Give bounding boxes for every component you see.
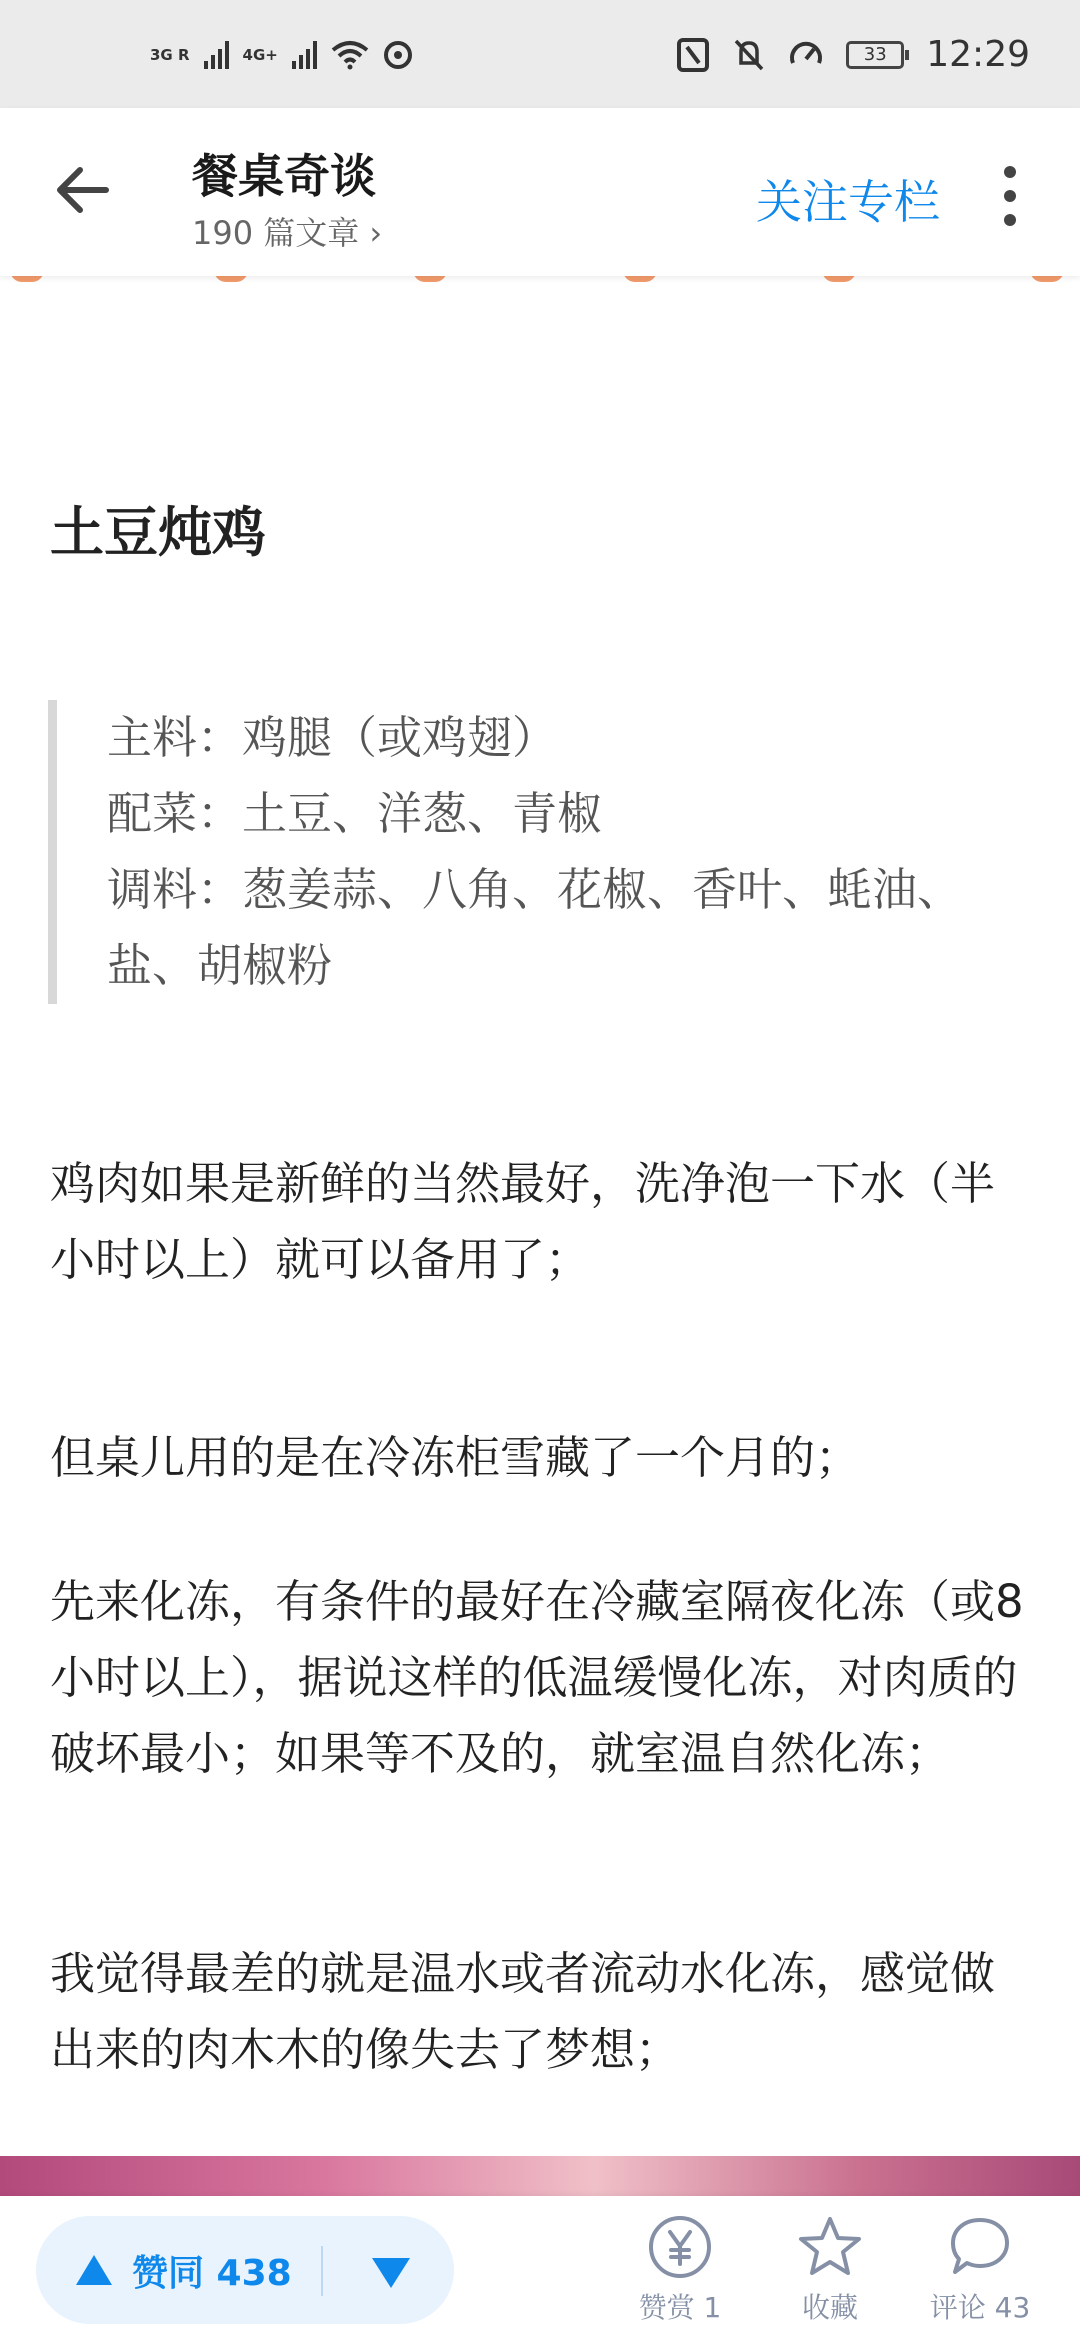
paragraph: 我觉得最差的就是温水或者流动水化冻，感觉做出来的肉木木的像失去了梦想； (50, 1947, 996, 2076)
reward-button[interactable] (620, 2214, 740, 2326)
triangle-up-icon (74, 2253, 114, 2287)
comment-bubble-icon (947, 2214, 1013, 2280)
ingredients-blockquote (48, 700, 1028, 1004)
favorite-label: 收藏 (801, 2291, 858, 2324)
clock: 12:29 (926, 34, 1030, 75)
network-type-2: 4G+ (242, 45, 278, 64)
status-right (676, 34, 1030, 75)
column-header (0, 108, 1080, 276)
mute-icon (732, 37, 766, 73)
comment-label: 评论 43 (929, 2291, 1031, 2324)
yen-coin-icon (647, 2214, 713, 2280)
favorite-button[interactable] (770, 2214, 890, 2326)
ingredient-line: 调料：葱姜蒜、八角、花椒、香叶、蚝油、盐、胡椒粉 (107, 863, 963, 992)
ingredient-line: 配菜：土豆、洋葱、青椒 (107, 787, 603, 840)
column-title[interactable]: 餐桌奇谈 (192, 149, 376, 203)
comment-button[interactable] (920, 2214, 1040, 2326)
vote-divider (321, 2246, 323, 2296)
status-bar (0, 0, 1080, 108)
status-left (150, 40, 413, 70)
article-count-link[interactable]: 190 篇文章 › (192, 214, 383, 252)
paragraph: 但桌儿用的是在冷冻柜雪藏了一个月的； (50, 1431, 861, 1484)
wifi-icon (331, 40, 369, 70)
bottom-action-bar (0, 2196, 1080, 2340)
speed-icon (788, 37, 824, 73)
paragraph: 先来化冻，有条件的最好在冷藏室隔夜化冻（或8小时以上），据说这样的低温缓慢化冻，对肉质的破坏最小；如果等不及的，就室温自然化冻； (50, 1575, 1024, 1780)
follow-column-button[interactable]: 关注专栏 (756, 175, 940, 229)
upvote-label: 赞同 438 (132, 2252, 292, 2294)
paragraph: 鸡肉如果是新鲜的当然最好，洗净泡一下水（半小时以上）就可以备用了； (50, 1157, 996, 1286)
vote-group (36, 2216, 454, 2324)
hotspot-icon (383, 40, 413, 70)
nfc-icon (676, 37, 710, 73)
upvote-button[interactable] (74, 2216, 292, 2324)
back-arrow-icon[interactable] (52, 160, 112, 220)
signal-icon (292, 41, 317, 69)
signal-icon (204, 41, 229, 69)
battery-icon: 33 (846, 41, 904, 69)
more-options-icon[interactable] (995, 166, 1025, 226)
star-icon (797, 2214, 863, 2280)
article-section-title: 土豆炖鸡 (50, 501, 266, 564)
network-type-1: 3G R (150, 45, 190, 64)
reward-label: 赞赏 1 (638, 2291, 722, 2324)
ingredient-line: 主料：鸡腿（或鸡翅） (107, 711, 558, 764)
downvote-button[interactable] (366, 2246, 416, 2296)
